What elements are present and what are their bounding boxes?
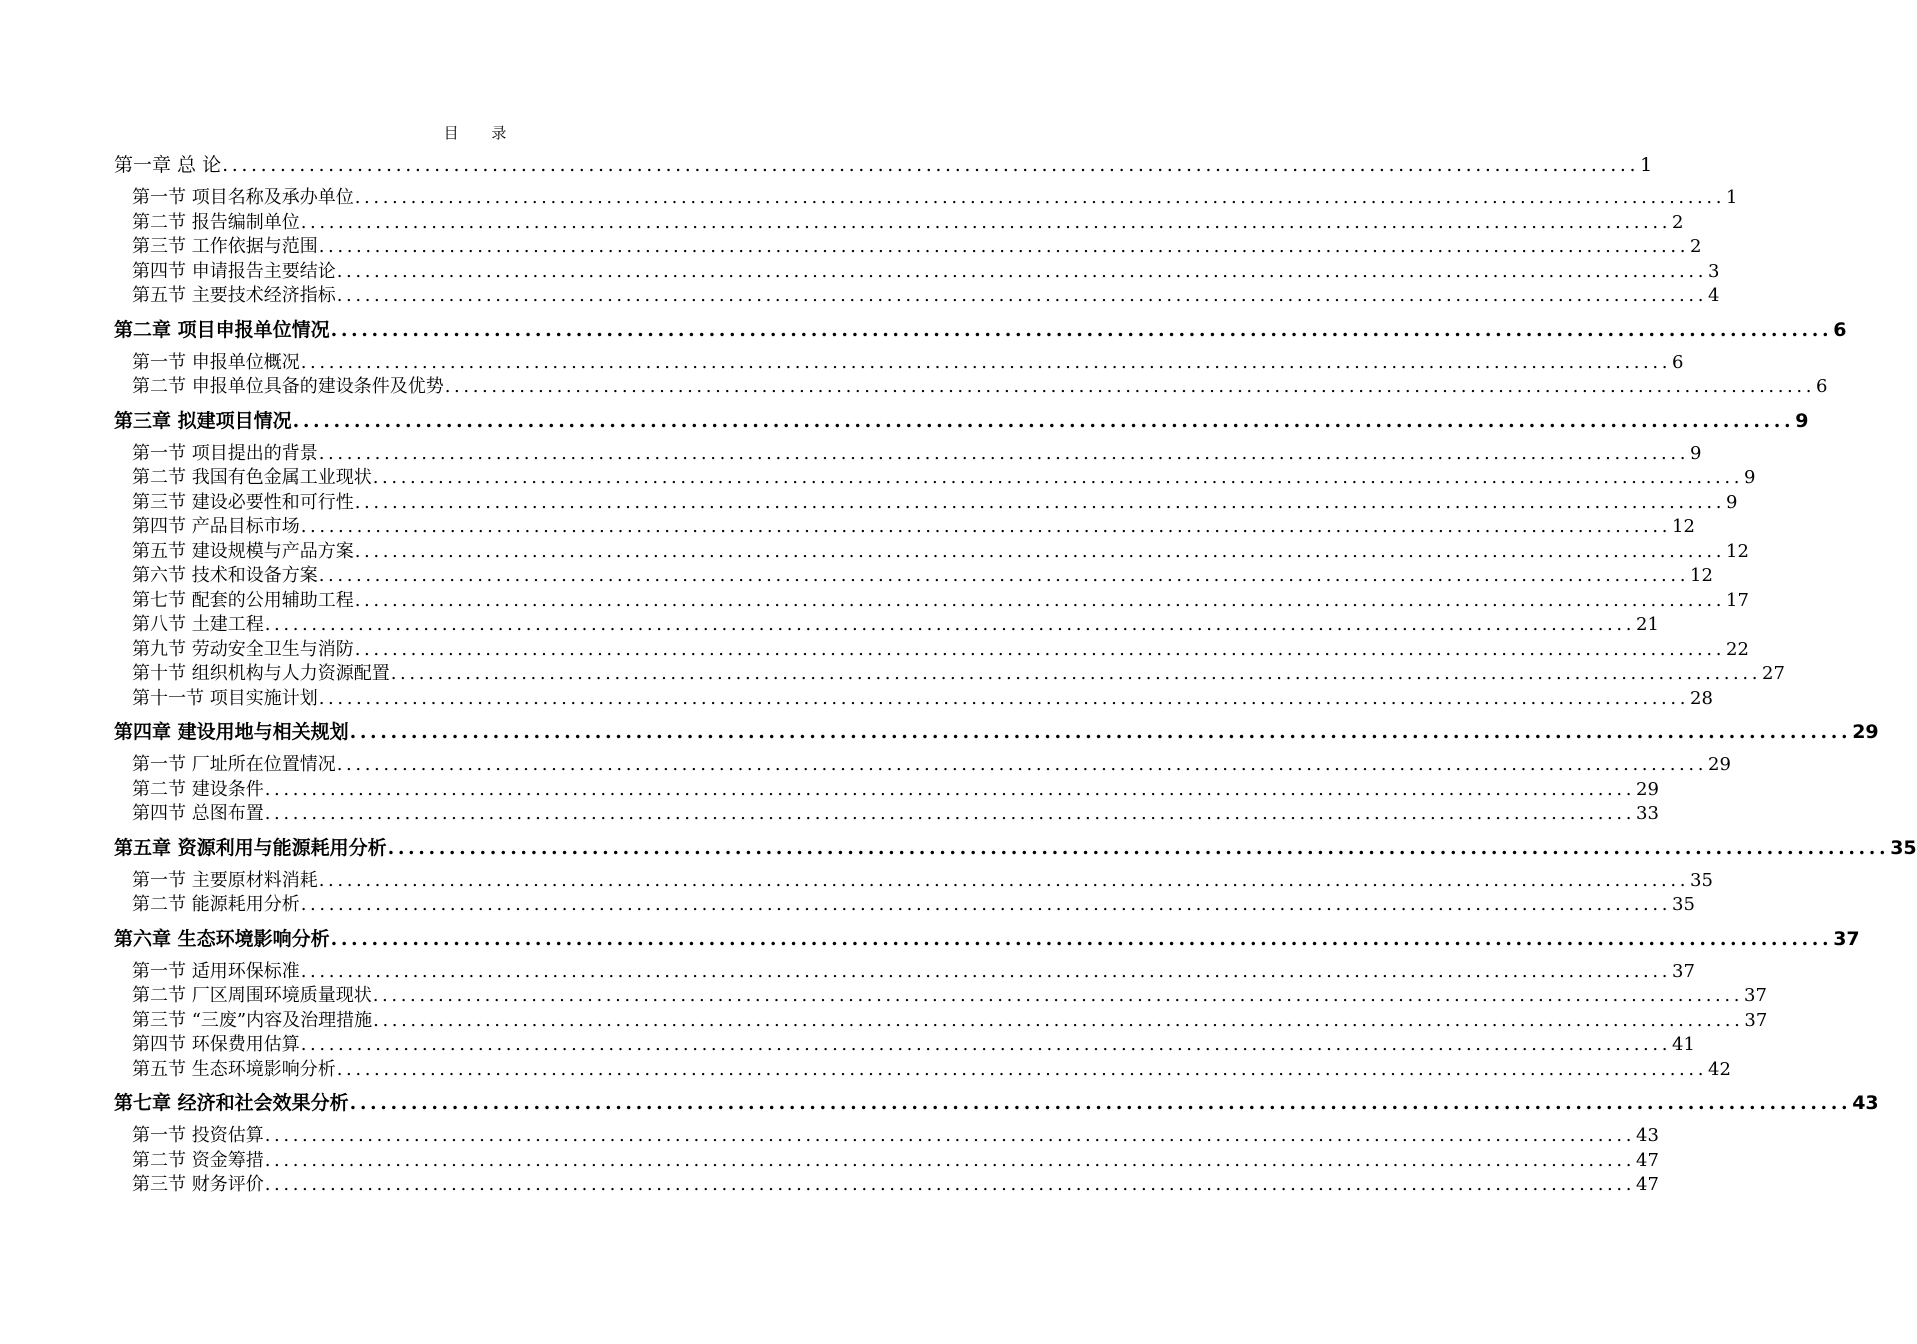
toc-section-page-number: 29 (1708, 754, 1731, 775)
dot-leader: ................................................................................................................................................... (444, 376, 1816, 397)
toc-section-title: 第一节 项目提出的背景 (132, 442, 318, 464)
dot-leader: ................................................................................................................................................... (264, 614, 1636, 635)
toc-section[interactable] (114, 778, 1659, 803)
toc-section-title: 第三节 财务评价 (132, 1174, 264, 1195)
table-of-contents (114, 152, 1917, 1198)
dot-leader: ................................................................................................................................................... (336, 260, 1708, 282)
toc-section-page-number: 28 (1690, 687, 1713, 709)
toc-section-page-number: 6 (1672, 351, 1684, 373)
toc-chapter[interactable] (114, 408, 1809, 434)
toc-section-title: 第七节 配套的公用辅助工程 (132, 589, 354, 611)
toc-section[interactable] (114, 186, 1738, 211)
dot-leader: ................................................................................................................................................... (300, 516, 1672, 537)
toc-section[interactable] (114, 442, 1702, 467)
dot-leader: ................................................................................................................................................... (292, 409, 1795, 432)
dot-leader: ................................................................................................................................................... (336, 285, 1708, 306)
toc-section[interactable] (114, 1009, 1768, 1034)
toc-section-title: 第一节 投资估算 (132, 1125, 264, 1146)
toc-chapter-title: 第四章 建设用地与相关规划 (114, 721, 349, 743)
toc-chapter-title: 第七章 经济和社会效果分析 (114, 1092, 349, 1114)
toc-section-page-number: 42 (1708, 1058, 1731, 1080)
dot-leader: ................................................................................................................................................... (300, 351, 1672, 373)
toc-title: 目 录 (443, 124, 521, 142)
toc-section-page-number: 4 (1708, 285, 1720, 306)
toc-chapter[interactable] (114, 719, 1879, 745)
dot-leader: ................................................................................................................................................... (330, 318, 1833, 341)
toc-section-title: 第八节 土建工程 (132, 614, 264, 635)
dot-leader: ................................................................................................................................................... (264, 1149, 1636, 1171)
toc-section-title: 第一节 申报单位概况 (132, 351, 300, 373)
toc-section-title: 第一节 主要原材料消耗 (132, 869, 318, 891)
toc-section[interactable] (114, 260, 1720, 285)
toc-section-page-number: 9 (1744, 467, 1756, 488)
toc-section-page-number: 35 (1690, 869, 1713, 891)
dot-leader: ................................................................................................................................................... (264, 778, 1636, 800)
toc-section-title: 第一节 项目名称及承办单位 (132, 187, 354, 208)
dot-leader: ................................................................................................................................................... (318, 869, 1690, 891)
toc-section[interactable] (114, 1149, 1659, 1174)
dot-leader: ................................................................................................................................................... (372, 985, 1744, 1006)
dot-leader: ................................................................................................................................................... (336, 1058, 1708, 1080)
toc-section-title: 第二节 我国有色金属工业现状 (132, 467, 372, 488)
toc-section-title: 第五节 建设规模与产品方案 (132, 540, 354, 562)
dot-leader: ................................................................................................................................................... (390, 663, 1762, 684)
toc-chapter[interactable] (114, 317, 1847, 343)
toc-section[interactable] (114, 960, 1695, 985)
toc-section[interactable] (114, 466, 1756, 491)
toc-section-title: 第三节 建设必要性和可行性 (132, 491, 354, 513)
toc-section[interactable] (114, 540, 1749, 565)
toc-section-page-number: 6 (1816, 376, 1828, 397)
toc-section-title: 第二节 建设条件 (132, 778, 264, 800)
toc-section-title: 第二节 申报单位具备的建设条件及优势 (132, 376, 444, 397)
toc-section[interactable] (114, 1058, 1731, 1083)
toc-section-page-number: 35 (1672, 894, 1695, 915)
toc-section-page-number: 29 (1636, 778, 1659, 800)
toc-section[interactable] (114, 515, 1695, 540)
dot-leader: ................................................................................................................................................... (354, 540, 1726, 562)
dot-leader: ................................................................................................................................................... (354, 638, 1726, 660)
toc-section-title: 第四节 总图布置 (132, 803, 264, 824)
dot-leader: ................................................................................................................................................... (300, 1034, 1672, 1055)
toc-chapter-page-number: 37 (1833, 927, 1860, 950)
toc-section-page-number: 9 (1690, 442, 1702, 464)
dot-leader: ................................................................................................................................................... (264, 1125, 1636, 1146)
toc-section[interactable] (114, 589, 1749, 614)
toc-section[interactable] (114, 491, 1738, 516)
dot-leader: ................................................................................................................................................... (264, 803, 1636, 824)
toc-section-title: 第二节 厂区周围环境质量现状 (132, 985, 372, 1006)
toc-section-page-number: 47 (1636, 1149, 1659, 1171)
toc-chapter-page-number: 9 (1795, 409, 1809, 432)
toc-section-page-number: 21 (1636, 614, 1659, 635)
toc-section-title: 第三节 “三废”内容及治理措施 (132, 1009, 373, 1031)
dot-leader: ................................................................................................................................................... (318, 565, 1690, 586)
toc-section-page-number: 37 (1744, 985, 1767, 1006)
toc-chapter-page-number: 29 (1852, 721, 1879, 743)
dot-leader: ................................................................................................................................................... (349, 1092, 1852, 1114)
toc-section-page-number: 47 (1636, 1174, 1659, 1195)
toc-section-title: 第四节 环保费用估算 (132, 1034, 300, 1055)
toc-chapter-page-number: 43 (1852, 1092, 1879, 1114)
toc-section-page-number: 12 (1690, 565, 1713, 586)
toc-chapter-page-number: 1 (1640, 154, 1653, 176)
toc-section-title: 第五节 主要技术经济指标 (132, 285, 336, 306)
toc-section-page-number: 37 (1744, 1009, 1768, 1031)
toc-section[interactable] (114, 1173, 1659, 1198)
toc-chapter-title: 第一章 总 论 (114, 154, 222, 176)
dot-leader: ................................................................................................................................................... (354, 491, 1726, 513)
toc-section-title: 第一节 适用环保标准 (132, 960, 300, 982)
toc-section-title: 第五节 生态环境影响分析 (132, 1058, 336, 1080)
toc-section[interactable] (114, 564, 1713, 589)
toc-section[interactable] (114, 893, 1695, 918)
toc-section[interactable] (114, 1124, 1659, 1149)
toc-section-page-number: 12 (1726, 540, 1749, 562)
toc-section-page-number: 2 (1672, 211, 1684, 233)
toc-chapter-title: 第六章 生态环境影响分析 (114, 927, 330, 950)
toc-section-title: 第十节 组织机构与人力资源配置 (132, 663, 390, 684)
toc-chapter[interactable] (114, 926, 1860, 952)
toc-section-title: 第十一节 项目实施计划 (132, 687, 318, 709)
toc-section-page-number: 1 (1726, 187, 1738, 208)
dot-leader: ................................................................................................................................................... (318, 236, 1690, 257)
toc-section-title: 第四节 申请报告主要结论 (132, 260, 336, 282)
toc-chapter-title: 第二章 项目申报单位情况 (114, 318, 330, 341)
toc-section[interactable] (114, 638, 1749, 663)
toc-section[interactable] (114, 375, 1828, 400)
dot-leader: ................................................................................................................................................... (372, 467, 1744, 488)
toc-section-page-number: 41 (1672, 1034, 1695, 1055)
toc-section-title: 第六节 技术和设备方案 (132, 565, 318, 586)
toc-section[interactable] (114, 211, 1684, 236)
dot-leader: ................................................................................................................................................... (264, 1174, 1636, 1195)
toc-chapter-page-number: 6 (1833, 318, 1847, 341)
toc-section-title: 第四节 产品目标市场 (132, 516, 300, 537)
toc-chapter-title: 第五章 资源利用与能源耗用分析 (114, 836, 387, 859)
toc-section-page-number: 12 (1672, 516, 1695, 537)
toc-section-page-number: 37 (1672, 960, 1695, 982)
toc-chapter[interactable] (114, 1090, 1879, 1116)
toc-section-title: 第二节 能源耗用分析 (132, 894, 300, 915)
dot-leader: ................................................................................................................................................... (354, 187, 1726, 208)
toc-section-title: 第一节 厂址所在位置情况 (132, 754, 336, 775)
toc-section-title: 第九节 劳动安全卫生与消防 (132, 638, 354, 660)
toc-section-page-number: 2 (1690, 236, 1702, 257)
toc-section[interactable] (114, 687, 1713, 712)
toc-section-title: 第三节 工作依据与范围 (132, 236, 318, 257)
dot-leader: ................................................................................................................................................... (300, 211, 1672, 233)
toc-section-page-number: 43 (1636, 1125, 1659, 1146)
toc-section-page-number: 17 (1726, 589, 1749, 611)
dot-leader: ................................................................................................................................................... (336, 754, 1708, 775)
toc-chapter-title: 第三章 拟建项目情况 (114, 409, 292, 432)
toc-section[interactable] (114, 662, 1785, 687)
dot-leader: ................................................................................................................................................... (354, 589, 1726, 611)
toc-section-title: 第二节 报告编制单位 (132, 211, 300, 233)
dot-leader: ................................................................................................................................................... (330, 927, 1833, 950)
dot-leader: ................................................................................................................................................... (300, 960, 1672, 982)
toc-section[interactable] (114, 984, 1767, 1009)
toc-section-page-number: 22 (1726, 638, 1749, 660)
toc-section[interactable] (114, 1033, 1695, 1058)
dot-leader: ................................................................................................................................................... (373, 1009, 1744, 1031)
toc-section-page-number: 33 (1636, 803, 1659, 824)
toc-section[interactable] (114, 802, 1659, 827)
toc-section-page-number: 9 (1726, 491, 1738, 513)
toc-chapter[interactable] (114, 152, 1653, 178)
toc-section-page-number: 3 (1708, 260, 1720, 282)
toc-section[interactable] (114, 235, 1702, 260)
dot-leader: ................................................................................................................................................... (318, 442, 1690, 464)
toc-section-page-number: 27 (1762, 663, 1785, 684)
toc-chapter-page-number: 35 (1890, 836, 1917, 859)
toc-section[interactable] (114, 351, 1684, 376)
toc-section[interactable] (114, 613, 1659, 638)
dot-leader: ................................................................................................................................................... (300, 894, 1672, 915)
toc-section-title: 第二节 资金筹措 (132, 1149, 264, 1171)
dot-leader: ................................................................................................................................................... (387, 836, 1890, 859)
toc-section[interactable] (114, 753, 1731, 778)
dot-leader: ................................................................................................................................................... (318, 687, 1690, 709)
toc-section[interactable] (114, 869, 1713, 894)
dot-leader: ................................................................................................................................................... (222, 154, 1640, 176)
toc-section[interactable] (114, 284, 1720, 309)
toc-chapter[interactable] (114, 835, 1917, 861)
dot-leader: ................................................................................................................................................... (349, 721, 1852, 743)
